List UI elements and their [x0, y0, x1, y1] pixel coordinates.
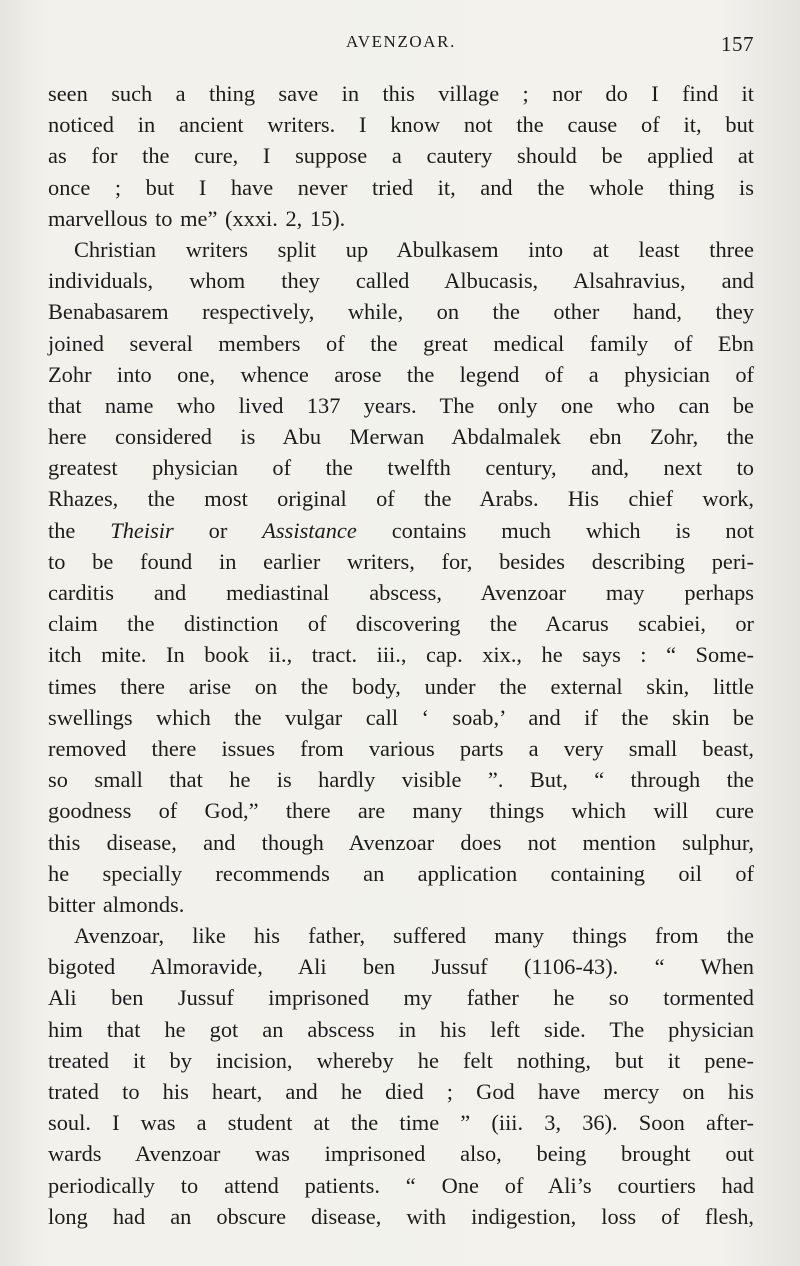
text-line: greatest physician of the twelfth century, and, next to: [48, 455, 754, 481]
text-line-with-titles: [48, 515, 754, 546]
text-line: Zohr into one, whence arose the legend of a physician of: [48, 361, 754, 387]
text-line: treated it by incision, whereby he felt nothing, but it pene-: [48, 1047, 754, 1073]
text-line: once ; but I have never tried it, and the whole thing is: [48, 174, 754, 200]
book-title-assistance: Assistance: [262, 517, 357, 543]
text-line: Benabasarem respectively, while, on the other hand, they: [48, 299, 754, 325]
text-line: wards Avenzoar was imprisoned also, being brought out: [48, 1141, 754, 1167]
text-line: marvellous to me” (xxxi. 2, 15).: [48, 205, 346, 231]
text-line: Christian writers split up Abulkasem into at least three: [74, 236, 754, 262]
text-line: seen such a thing save in this village ; nor do I find it: [48, 81, 754, 106]
text-line: trated to his heart, and he died ; God have mercy on his: [48, 1079, 754, 1104]
text-fragment: or: [173, 517, 263, 543]
text-line: individuals, whom they called Albucasis, Alsahravius, and: [48, 268, 754, 294]
text-line: claim the distinction of discovering the Acarus scabiei, or: [48, 611, 754, 637]
text-line: times there arise on the body, under the external skin, little: [48, 673, 754, 699]
text-line: goodness of God,” there are many things which will cure: [48, 798, 754, 824]
running-head: [48, 32, 754, 58]
text-line: to be found in earlier writers, for, besides describing peri-: [48, 548, 754, 574]
text-line: bigoted Almoravide, Ali ben Jussuf (1106-43). “ When: [48, 954, 754, 980]
running-title: AVENZOAR.: [346, 32, 456, 51]
text-line: as for the cure, I suppose a cautery should be applied at: [48, 143, 754, 169]
text-line: removed there issues from various parts a very small beast,: [48, 735, 754, 761]
text-line: Avenzoar, like his father, suffered many things from the: [74, 923, 754, 949]
book-title-theisir: Theisir: [110, 517, 174, 543]
text-line: he specially recommends an application containing oil of: [48, 860, 754, 886]
text-line: long had an obscure disease, with indigestion, loss of flesh,: [48, 1203, 754, 1229]
text-line: him that he got an abscess in his left side. The physician: [48, 1016, 754, 1042]
text-line: periodically to attend patients. “ One of Ali’s courtiers had: [48, 1172, 754, 1198]
text-line: itch mite. In book ii., tract. iii., cap. xix., he says : “ Some-: [48, 642, 754, 668]
text-line: bitter almonds.: [48, 891, 185, 917]
text-fragment: the: [48, 517, 111, 543]
text-line: this disease, and though Avenzoar does not mention sulphur,: [48, 829, 754, 855]
text-line: joined several members of the great medical family of Ebn: [48, 330, 754, 356]
text-line: soul. I was a student at the time ” (iii. 3, 36). Soon after-: [48, 1110, 754, 1136]
text-line: Rhazes, the most original of the Arabs. His chief work,: [48, 486, 754, 512]
text-line: noticed in ancient writers. I know not the cause of it, but: [48, 112, 754, 138]
text-line: swellings which the vulgar call ‘ soab,’ and if the skin be: [48, 704, 754, 730]
text-fragment: contains much which is not: [356, 517, 754, 543]
text-line: so small that he is hardly visible ”. But, “ through the: [48, 767, 754, 793]
text-line: carditis and mediastinal abscess, Avenzoar may perhaps: [48, 580, 754, 605]
text-line: Ali ben Jussuf imprisoned my father he so tormented: [48, 985, 754, 1011]
text-line: that name who lived 137 years. The only one who can be: [48, 392, 754, 418]
body-text: [48, 78, 754, 1232]
text-line: here considered is Abu Merwan Abdalmalek ebn Zohr, the: [48, 424, 754, 450]
page-number: 157: [721, 32, 754, 56]
